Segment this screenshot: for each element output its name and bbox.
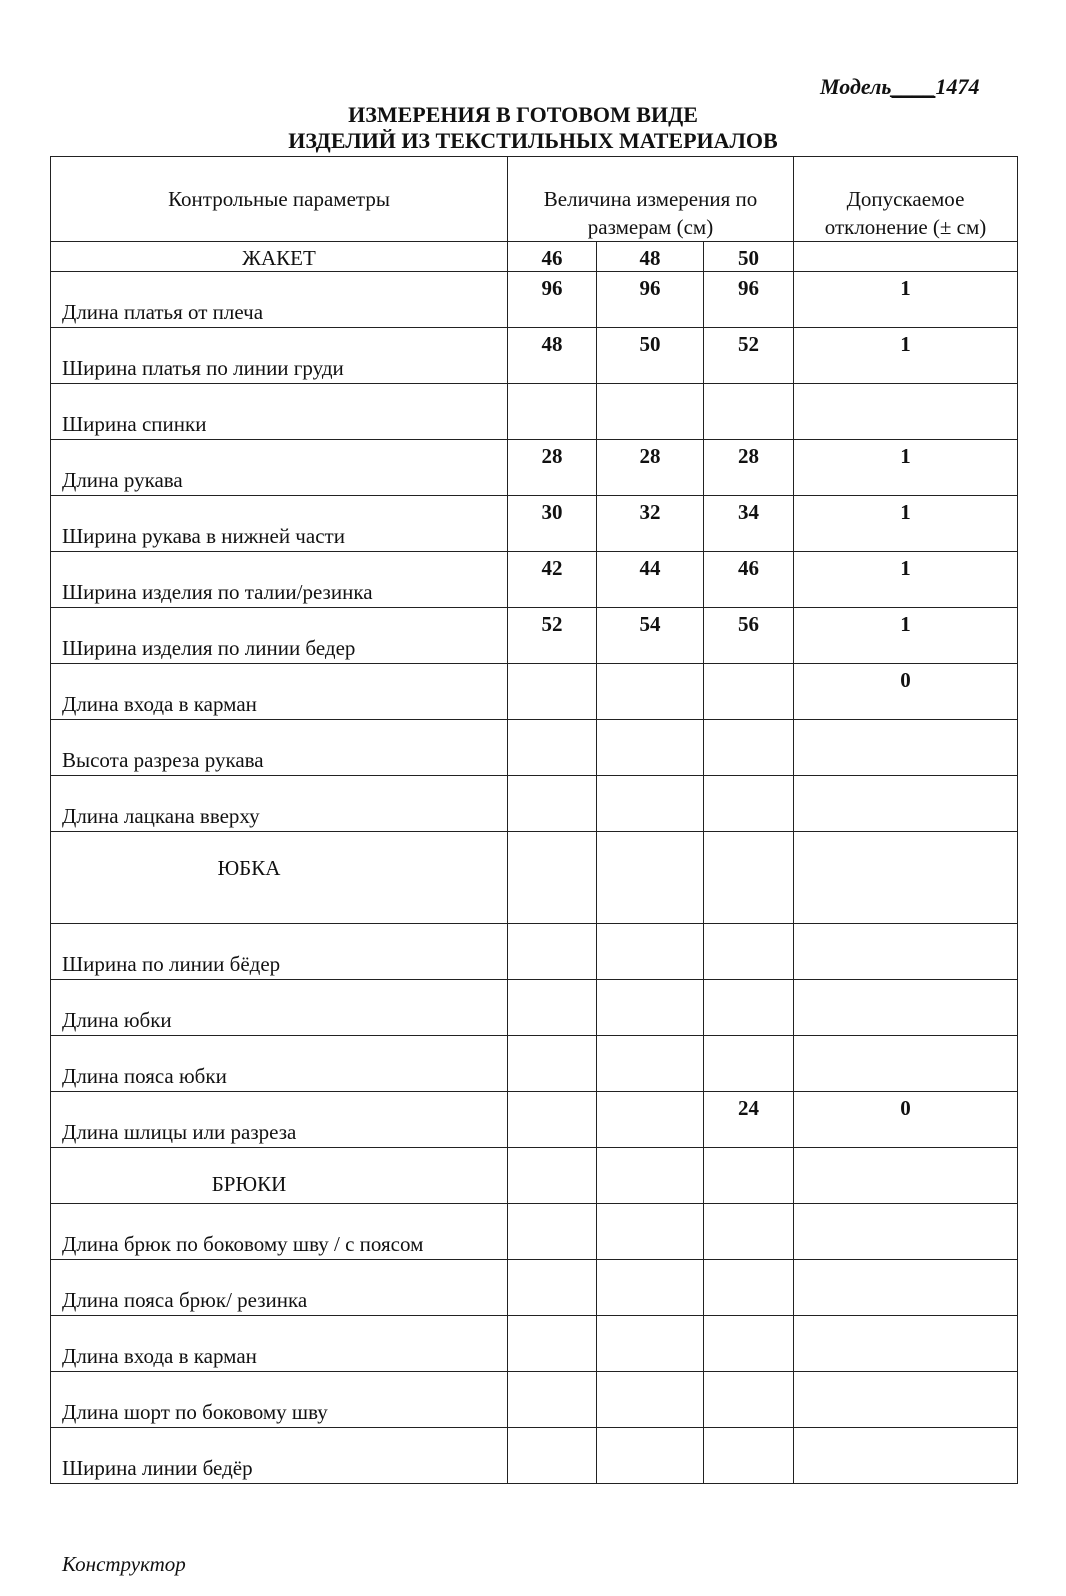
size-value [597, 720, 704, 776]
size-value [597, 1428, 704, 1484]
tolerance-value: 1 [794, 496, 1018, 552]
model-label: Модель [820, 74, 892, 99]
tolerance-value [794, 924, 1018, 980]
empty-cell [597, 1148, 704, 1204]
size-value [704, 1036, 794, 1092]
size-value [704, 980, 794, 1036]
size-value [704, 1428, 794, 1484]
size-value [597, 1316, 704, 1372]
size-value [508, 776, 597, 832]
size-value: 46 [704, 552, 794, 608]
model-blank: ____ [891, 74, 936, 99]
size-value: 42 [508, 552, 597, 608]
model-number [820, 74, 979, 100]
size-value: 96 [597, 272, 704, 328]
size-value [508, 1092, 597, 1148]
tolerance-value: 1 [794, 272, 1018, 328]
tolerance-value [794, 1428, 1018, 1484]
table-row [51, 1428, 1018, 1484]
size-value [597, 664, 704, 720]
size-value [508, 720, 597, 776]
size-value: 96 [508, 272, 597, 328]
size-value [597, 1092, 704, 1148]
table-row [51, 924, 1018, 980]
size-value: 96 [704, 272, 794, 328]
header-tolerance: Допускаемое отклонение (± см) [794, 157, 1018, 242]
size-value: 28 [508, 440, 597, 496]
tolerance-value [794, 776, 1018, 832]
size-value: 44 [597, 552, 704, 608]
size-value [597, 1260, 704, 1316]
tolerance-value: 1 [794, 552, 1018, 608]
row-label: Длина рукава [51, 440, 508, 496]
tolerance-value [794, 1204, 1018, 1260]
size-50: 50 [704, 242, 794, 272]
tolerance-value [794, 1372, 1018, 1428]
size-value [704, 1204, 794, 1260]
table-row [51, 1092, 1018, 1148]
size-value [704, 1372, 794, 1428]
empty-cell [794, 1148, 1018, 1204]
size-value: 32 [597, 496, 704, 552]
table-row [51, 1260, 1018, 1316]
row-label: Длина шлицы или разреза [51, 1092, 508, 1148]
table-row [51, 720, 1018, 776]
table-row [51, 664, 1018, 720]
empty-cell [508, 1148, 597, 1204]
row-label: Длина брюк по боковому шву / с поясом [51, 1204, 508, 1260]
row-label: Длина пояса брюк/ резинка [51, 1260, 508, 1316]
size-value [508, 1036, 597, 1092]
empty-cell [704, 1148, 794, 1204]
size-value [597, 980, 704, 1036]
table-row [51, 384, 1018, 440]
table-row [51, 1204, 1018, 1260]
row-label: Длина пояса юбки [51, 1036, 508, 1092]
row-label: Длина входа в карман [51, 664, 508, 720]
size-value: 28 [597, 440, 704, 496]
empty-cell [597, 832, 704, 924]
table-row [51, 1036, 1018, 1092]
header-params: Контрольные параметры [51, 157, 508, 242]
tolerance-value: 0 [794, 1092, 1018, 1148]
size-46: 46 [508, 242, 597, 272]
title-line-1: ИЗМЕРЕНИЯ В ГОТОВОМ ВИДЕ [348, 102, 698, 127]
size-value [508, 664, 597, 720]
row-label: Ширина рукава в нижней части [51, 496, 508, 552]
table-row [51, 980, 1018, 1036]
size-value: 56 [704, 608, 794, 664]
section-jacket: ЖАКЕТ [51, 242, 508, 272]
row-label: Длина входа в карман [51, 1316, 508, 1372]
row-label: Ширина спинки [51, 384, 508, 440]
size-value: 34 [704, 496, 794, 552]
row-label: Длина платья от плеча [51, 272, 508, 328]
tolerance-value [794, 980, 1018, 1036]
size-value: 50 [597, 328, 704, 384]
row-label: Ширина по линии бёдер [51, 924, 508, 980]
size-value [704, 1260, 794, 1316]
size-value [508, 1316, 597, 1372]
row-label: Длина шорт по боковому шву [51, 1372, 508, 1428]
empty-cell [508, 832, 597, 924]
table-row [51, 552, 1018, 608]
size-value [597, 1204, 704, 1260]
table-row [51, 328, 1018, 384]
size-value: 28 [704, 440, 794, 496]
size-value: 30 [508, 496, 597, 552]
section-skirt: ЮБКА [51, 832, 508, 924]
table-row [51, 1316, 1018, 1372]
table-row [51, 1372, 1018, 1428]
row-label: Ширина изделия по линии бедер [51, 608, 508, 664]
section-pants: БРЮКИ [51, 1148, 508, 1204]
row-label: Длина юбки [51, 980, 508, 1036]
size-value [597, 384, 704, 440]
empty-cell [794, 832, 1018, 924]
tolerance-value [794, 384, 1018, 440]
header-measure: Величина измерения по размерам (см) [508, 157, 794, 242]
size-value [704, 776, 794, 832]
table-row [51, 608, 1018, 664]
size-value: 52 [704, 328, 794, 384]
tolerance-value [794, 1316, 1018, 1372]
section-row [51, 1148, 1018, 1204]
row-label: Ширина изделия по талии/резинка [51, 552, 508, 608]
size-value [508, 1428, 597, 1484]
row-label: Ширина линии бедёр [51, 1428, 508, 1484]
tolerance-value: 1 [794, 608, 1018, 664]
measurement-table [50, 156, 1018, 1484]
tolerance-value [794, 1036, 1018, 1092]
size-value [704, 384, 794, 440]
size-value [508, 384, 597, 440]
table-row [51, 440, 1018, 496]
size-value: 48 [508, 328, 597, 384]
size-value [508, 1260, 597, 1316]
row-label: Высота разреза рукава [51, 720, 508, 776]
empty-cell [704, 832, 794, 924]
table-row [51, 776, 1018, 832]
size-value [704, 924, 794, 980]
size-value: 52 [508, 608, 597, 664]
tolerance-value: 1 [794, 328, 1018, 384]
table-row [51, 272, 1018, 328]
size-value: 24 [704, 1092, 794, 1148]
size-value [597, 1036, 704, 1092]
size-value [508, 1204, 597, 1260]
table-row [51, 496, 1018, 552]
tolerance-value [794, 1260, 1018, 1316]
size-value [597, 776, 704, 832]
model-value: 1474 [935, 74, 980, 99]
constructor-label: Конструктор [62, 1552, 186, 1576]
size-value [597, 1372, 704, 1428]
tolerance-value [794, 720, 1018, 776]
title-line-2: ИЗДЕЛИЙ ИЗ ТЕКСТИЛЬНЫХ МАТЕРИАЛОВ [288, 128, 778, 153]
tolerance-value: 0 [794, 664, 1018, 720]
size-value [704, 664, 794, 720]
size-value [508, 1372, 597, 1428]
size-value [508, 980, 597, 1036]
size-48: 48 [597, 242, 704, 272]
size-tolerance-empty [794, 242, 1018, 272]
row-label: Длина лацкана вверху [51, 776, 508, 832]
tolerance-value: 1 [794, 440, 1018, 496]
size-value: 54 [597, 608, 704, 664]
size-value [508, 924, 597, 980]
size-value [597, 924, 704, 980]
row-label: Ширина платья по линии груди [51, 328, 508, 384]
size-value [704, 1316, 794, 1372]
size-value [704, 720, 794, 776]
section-row [51, 832, 1018, 924]
